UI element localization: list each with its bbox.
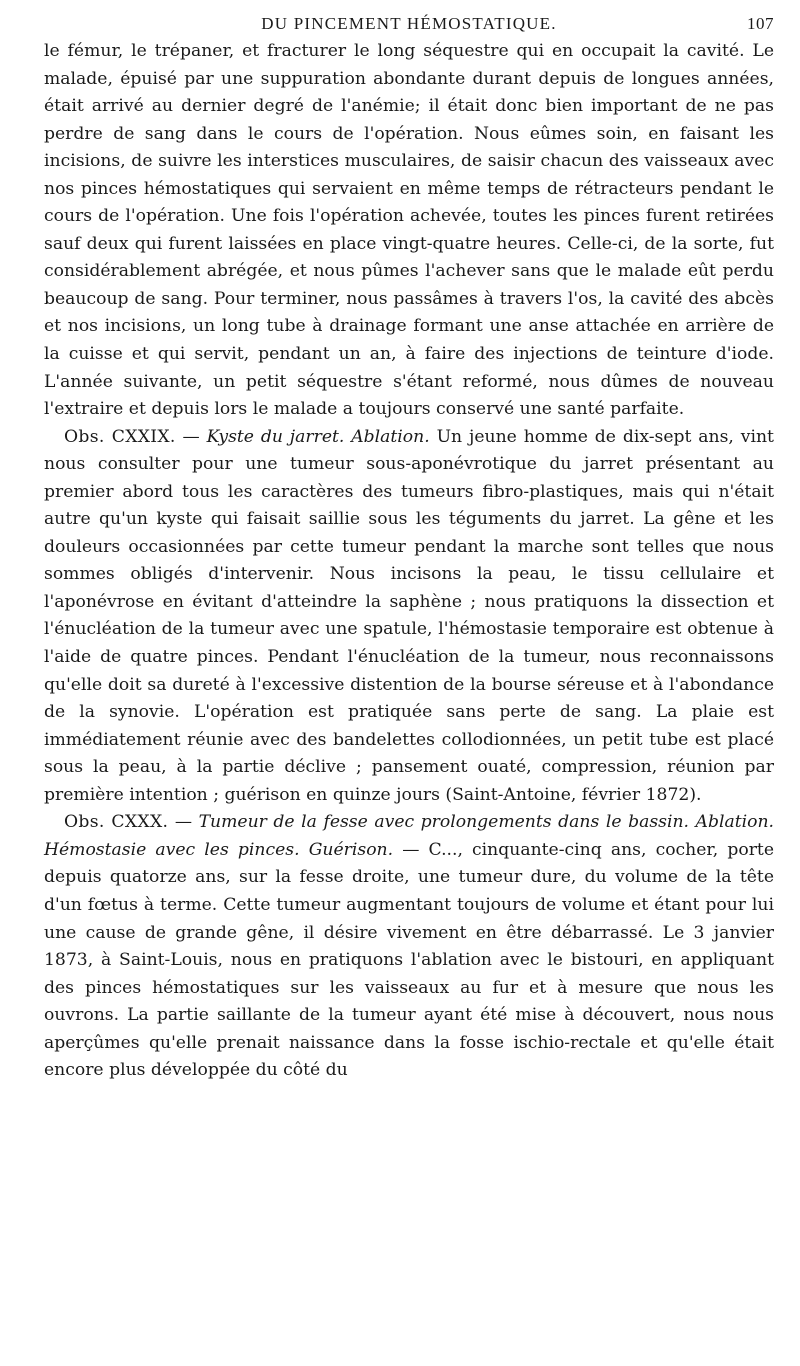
paragraph-continued: [44, 38, 774, 424]
paragraph-text: le fémur, le trépaner, et fracturer le long séquestre qui en occupait la cavité. Le malade, épuisé par une suppuration abondante durant depuis de longues années, était arrivé au dernier degré de l'anémie; il était donc bien important de ne pas perdre de sang dans le cours de l'opération. Nous eûmes soin, en faisant les incisions, de suivre les interstices musculaires, de saisir chacun des vaisseaux avec nos pinces hémostatiques qui servaient en même temps de rétracteurs pendant le cours de l'opération. Une fois l'opération achevée, toutes les pinces furent retirées sauf deux qui furent laissées en place vingt-quatre heures. Celle-ci, de la sorte, fut considérablement abrégée, et nous pûmes l'achever sans que le malade eût perdu beaucoup de sang. Pour terminer, nous passâmes à travers l'os, la cavité des abcès et nos incisions, un long tube à drainage formant une anse attachée en arrière de la cuisse et qui servit, pendant un an, à faire des injections de teinture d'iode. L'année suivante, un petit séquestre s'étant reformé, nous dûmes de nouveau l'extraire et depuis lors le malade a toujours conservé une santé parfaite.: [44, 41, 774, 420]
book-page: [44, 14, 774, 1085]
observation-label: Obs. CXXX.: [64, 812, 169, 833]
observation-dash: —: [175, 426, 207, 447]
observation-label: Obs. CXXIX.: [64, 426, 176, 447]
page-number: 107: [747, 14, 774, 33]
body-text: [44, 38, 774, 1085]
observation-text: Un jeune homme de dix-sept ans, vint nous consulter pour une tumeur sous-aponévrotique du jarret présentant au premier abord tous les caractères des tumeurs fibro-plastiques, mais qui n'était autre qu'un kyste qui faisait saillie sous les téguments du jarret. La gêne et les douleurs occasionnées par cette tumeur pendant la marche sont telles que nous sommes obligés d'intervenir. Nous incisons la peau, le tissu cellulaire et l'aponévrose en évitant d'atteindre la saphène ; nous pratiquons la dissection et l'énucléation de la tumeur avec une spatule, l'hémostasie temporaire est obtenue à l'aide de quatre pinces. Pendant l'énucléation de la tumeur, nous reconnaissons qu'elle doit sa dureté à l'excessive distention de la bourse séreuse et à l'abondance de la synovie. L'opération est pratiquée sans perte de sang. La plaie est immédiatement réunie avec des bandelettes collodionnées, un petit tube est placé sous la peau, à la partie déclive ; pansement ouaté, compression, réunion par première intention ; guérison en quinze jours (Saint-Antoine, février 1872).: [44, 426, 774, 805]
observation-title: Kyste du jarret. Ablation.: [206, 426, 430, 447]
observation-cxxx: [44, 809, 774, 1084]
observation-text: — C..., cinquante-cinq ans, cocher, porte depuis quatorze ans, sur la fesse droite, une tumeur dure, du volume de la tête d'un fœtus à terme. Cette tumeur augmentant toujours de volume et étant pour lui une cause de grande gêne, il désire vivement en être débarrassé. Le 3 janvier 1873, à Saint-Louis, nous en pratiquons l'ablation avec le bistouri, en appliquant des pinces hémostatiques sur les vaisseaux au fur et à mesure que nous les ouvrons. La partie saillante de la tumeur ayant été mise à découvert, nous nous aperçûmes qu'elle prenait naissance dans la fosse ischio-rectale et qu'elle était encore plus développée du côté du: [44, 839, 774, 1081]
observation-cxxix: [44, 424, 774, 810]
running-title: DU PINCEMENT HÉMOSTATIQUE.: [261, 14, 557, 33]
observation-title: Tumeur de la fesse avec prolongements dans le bassin. Ablation. Hémostasie avec les pinces. Guérison.: [44, 812, 774, 860]
observation-dash: —: [168, 812, 199, 833]
running-header: [44, 14, 774, 36]
